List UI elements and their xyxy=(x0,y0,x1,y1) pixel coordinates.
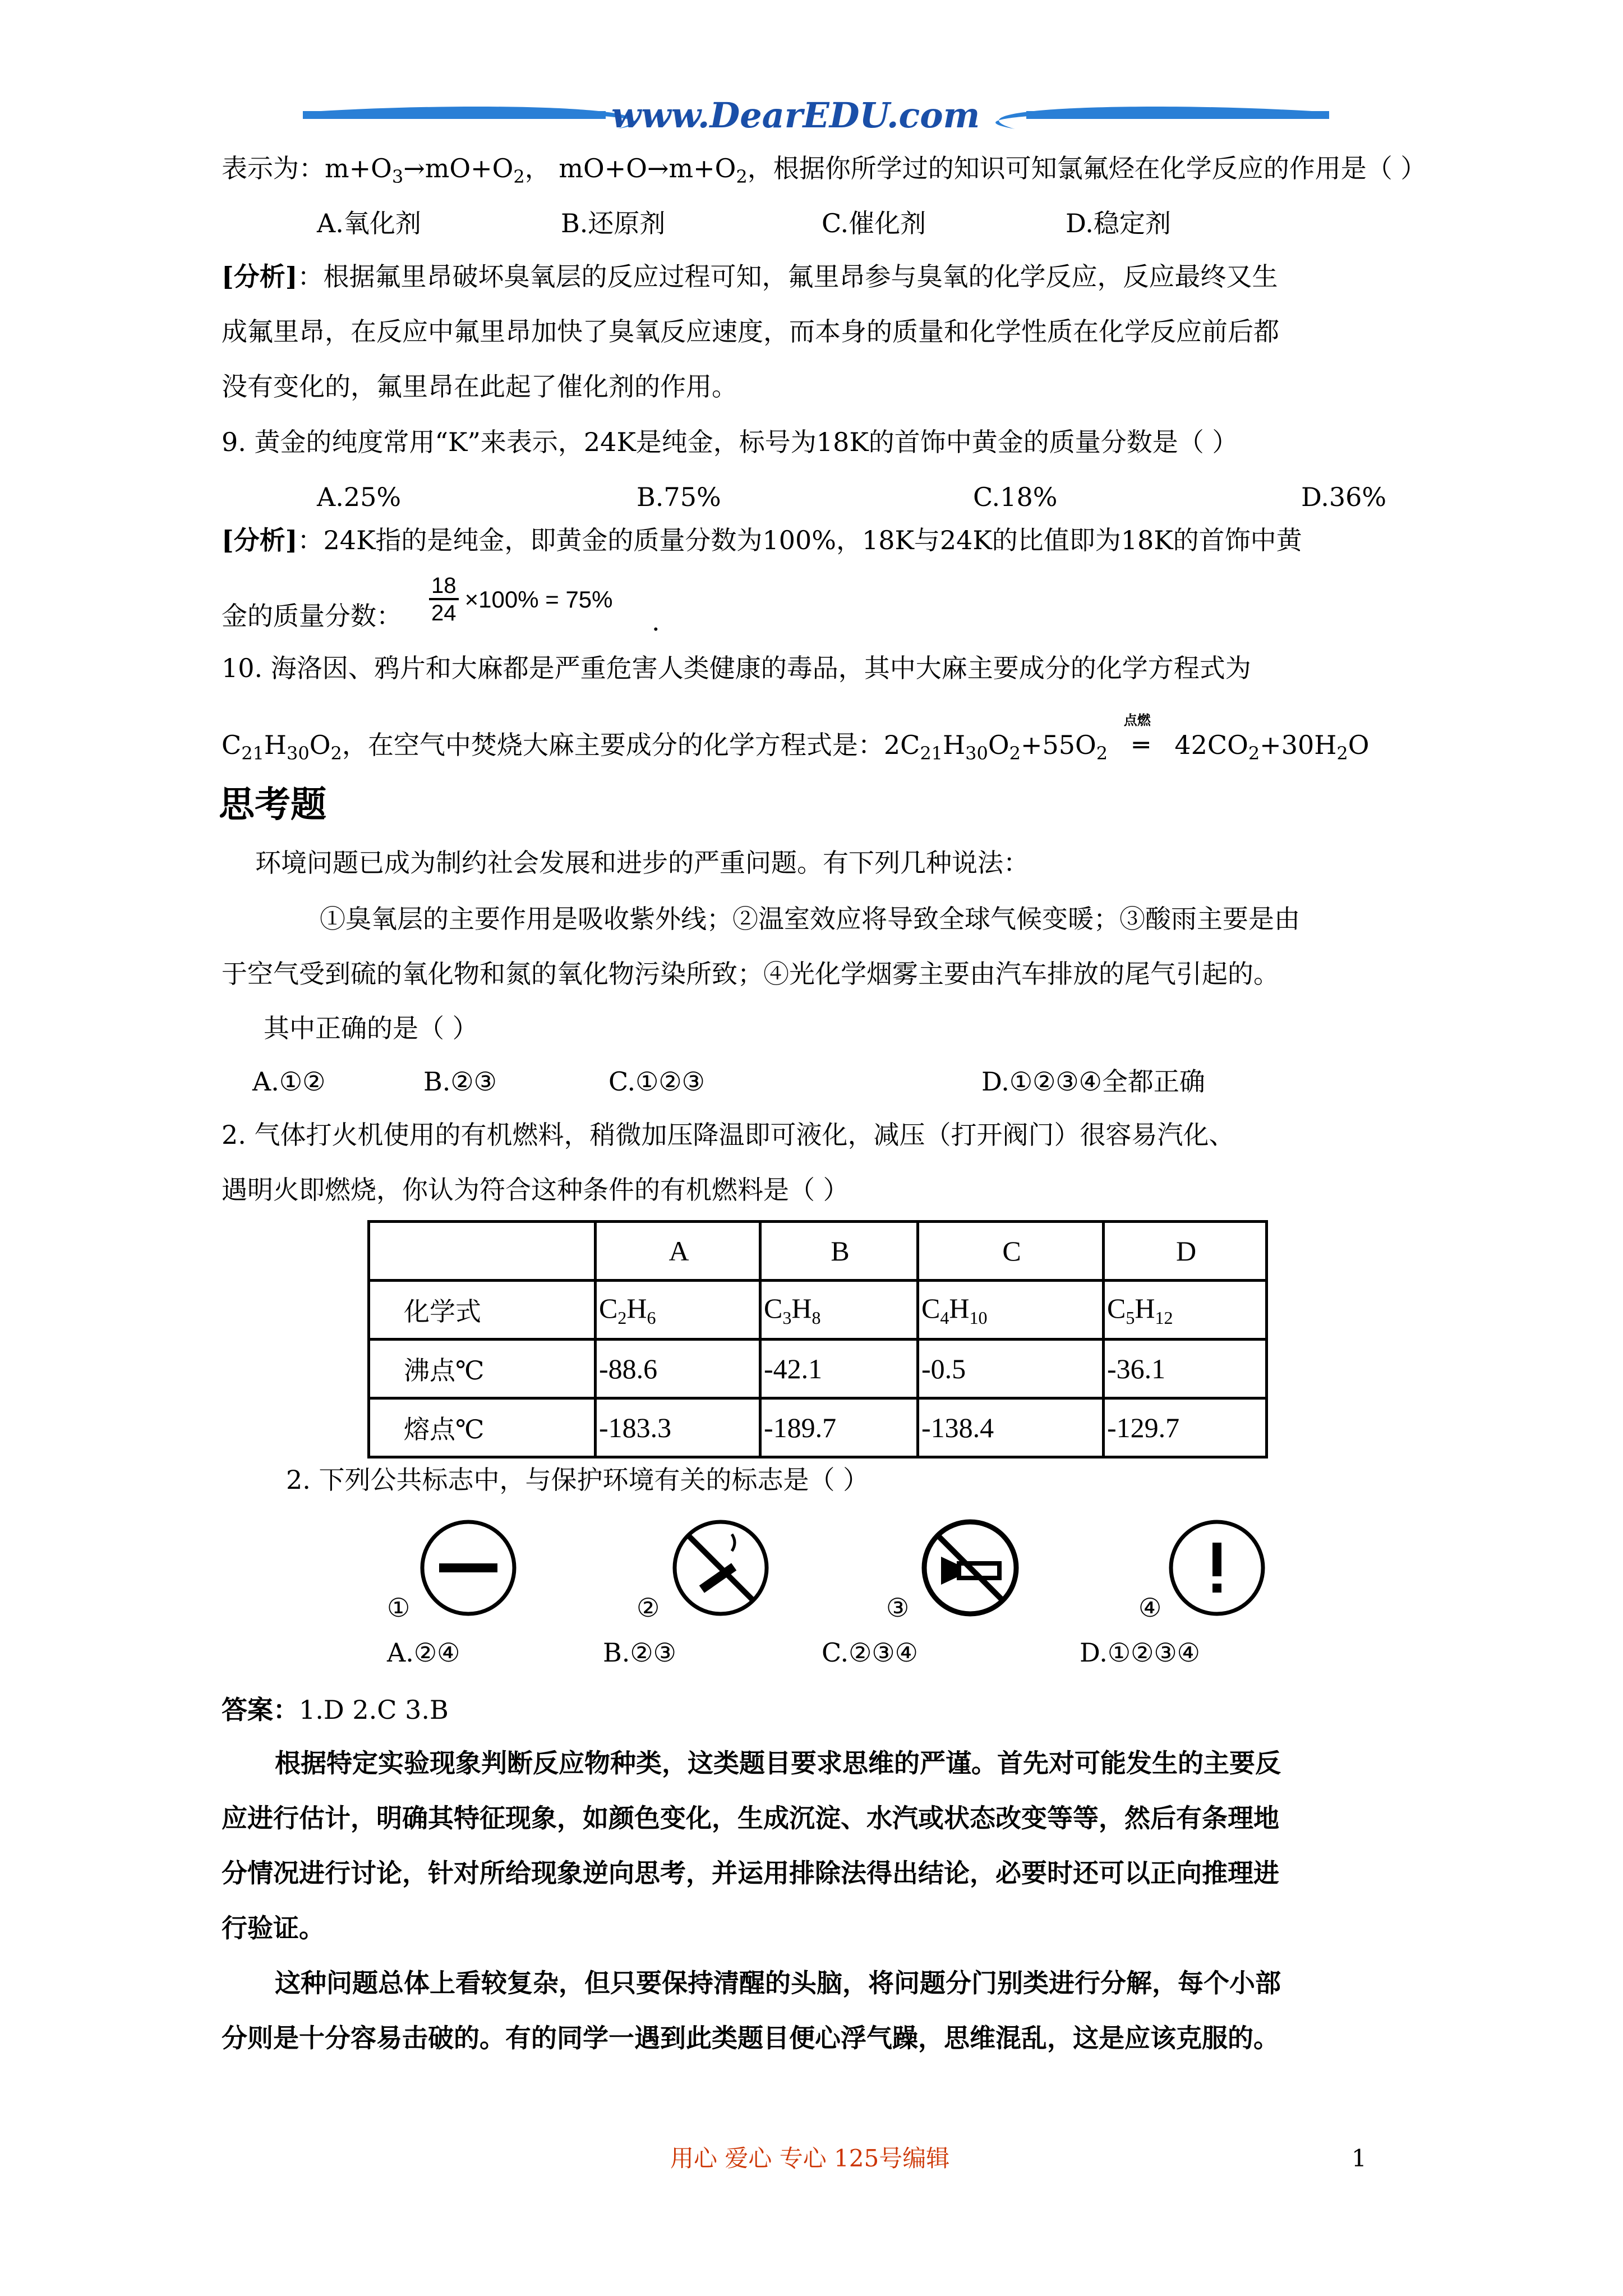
para1-line4: 行验证。 xyxy=(222,1913,325,1943)
sign-4-warning-icon xyxy=(1166,1517,1267,1618)
table-header-cell: B xyxy=(760,1222,918,1281)
table-cell: -138.4 xyxy=(918,1398,1104,1457)
table-cell: $C_3H_8$ xyxy=(760,1281,918,1340)
q8-analysis-line3: 没有变化的，氟里昂在此起了催化剂的作用。 xyxy=(222,371,737,402)
sign-label-3: ③ xyxy=(886,1593,910,1623)
table-header-cell: D xyxy=(1104,1222,1267,1281)
fuel-table xyxy=(367,1220,1268,1458)
section-option-c: C.①②③ xyxy=(608,1066,705,1097)
section-option-b: B.②③ xyxy=(423,1066,497,1097)
sign-3-no-horn-icon xyxy=(920,1517,1021,1618)
reaction-arrow xyxy=(1116,712,1166,761)
q8-analysis-line1: [分析]：根据氟里昂破坏臭氧层的反应过程可知，氟里昂参与臭氧的化学反应，反应最终又生 xyxy=(222,261,1278,292)
table-cell: -189.7 xyxy=(760,1398,918,1457)
q2b-option-b: B.②③ xyxy=(603,1637,676,1668)
formula-rest: ×100% = 75% xyxy=(464,586,613,613)
q9-analysis-line1: [分析]：24K指的是纯金，即黄金的质量分数为100%，18K与24K的比值即为18K的首饰中黄 xyxy=(222,525,1302,555)
q9-option-c: C.18% xyxy=(973,482,1058,512)
q10-line2: $C_{21}H_{30}O_2$，在空气中焚烧大麻主要成分的化学方程式是：$2C_{21}H_{30}O_2+55O_2$ 点燃 ═ $42CO_2+30H_2O$ xyxy=(222,712,1370,765)
q9-option-d: D.36% xyxy=(1301,482,1387,512)
q10-line1: 10. 海洛因、鸦片和大麻都是严重危害人类健康的毒品，其中大麻主要成分的化学方程式为 xyxy=(222,653,1251,683)
para1-line1: 根据特定实验现象判断反应物种类，这类题目要求思维的严谨。首先对可能发生的主要反 xyxy=(275,1748,1281,1778)
section-option-a: A.①② xyxy=(252,1066,326,1097)
section-option-d: D.①②③④全都正确 xyxy=(981,1066,1205,1097)
sign-2-no-smoking-icon xyxy=(670,1517,771,1618)
analysis-label: [分析] xyxy=(222,525,298,555)
table-cell: -183.3 xyxy=(596,1398,760,1457)
q8-analysis-line2: 成氟里昂，在反应中氟里昂加快了臭氧反应速度，而本身的质量和化学性质在化学反应前后都 xyxy=(222,316,1279,347)
formula-denominator: 24 xyxy=(431,601,457,625)
q2a-line1: 2. 气体打火机使用的有机燃料，稍微加压降温即可液化，减压（打开阀门）很容易汽化、 xyxy=(222,1120,1235,1150)
header-site[interactable]: www.DearEDU.com xyxy=(611,95,980,136)
para1-line2: 应进行估计，明确其特征现象，如颜色变化，生成沉淀、水汽或状态改变等等，然后有条理地 xyxy=(222,1803,1279,1833)
para2-line1: 这种问题总体上看较复杂，但只要保持清醒的头脑，将问题分门别类进行分解，每个小部 xyxy=(275,1968,1281,1998)
q9-option-a: A.25% xyxy=(317,482,402,512)
table-cell: -42.1 xyxy=(760,1340,918,1398)
q8-stem: 表示为：$m+O_3\to mO+O_2$， $mO+O\to m+O_2$，根据你所学过的知识可知氯氟烃在化学反应的作用是（ ） xyxy=(222,153,1427,188)
q2b-option-d: D.①②③④ xyxy=(1080,1637,1200,1668)
q2b-stem: 2. 下列公共标志中，与保护环境有关的标志是（ ） xyxy=(286,1465,869,1495)
q8-option-b: B.还原剂 xyxy=(561,208,666,238)
formula-numerator: 18 xyxy=(429,573,459,600)
analysis-label: [分析] xyxy=(222,261,298,292)
sign-1-no-entry-icon xyxy=(418,1517,519,1618)
q9-formula xyxy=(429,573,613,626)
para2-line2: 分则是十分容易击破的。有的同学一遇到此类题目便心浮气躁，思维混乱，这是应该克服的。 xyxy=(222,2023,1279,2053)
table-cell: -129.7 xyxy=(1104,1398,1267,1457)
q2b-option-c: C.②③④ xyxy=(822,1637,918,1668)
para1-line3: 分情况进行讨论，针对所给现象逆向思考，并运用排除法得出结论，必要时还可以正向推理进 xyxy=(222,1858,1279,1888)
table-header-cell: A xyxy=(596,1222,760,1281)
section-ask: 其中正确的是（ ） xyxy=(264,1013,478,1043)
q8-option-a: A.氧化剂 xyxy=(317,208,421,238)
q9-period: . xyxy=(652,606,660,637)
footer-center: 用心 爱心 专心 125号编辑 xyxy=(670,2145,950,2172)
answer-text: 1.D 2.C 3.B xyxy=(299,1695,449,1725)
table-cell: -0.5 xyxy=(918,1340,1104,1398)
sign-label-4: ④ xyxy=(1138,1593,1162,1623)
sign-label-1: ① xyxy=(387,1593,411,1623)
reaction-condition: 点燃 xyxy=(1123,712,1151,728)
q8-option-c: C.催化剂 xyxy=(822,208,926,238)
table-header-cell: C xyxy=(918,1222,1104,1281)
table-row-label: 熔点℃ xyxy=(369,1398,596,1457)
q9-option-b: B.75% xyxy=(637,482,721,512)
section-intro: 环境问题已成为制约社会发展和进步的严重问题。有下列几种说法： xyxy=(255,848,1029,878)
section-statement-line1: ①臭氧层的主要作用是吸收紫外线；②温室效应将导致全球气候变暖；③酸雨主要是由 xyxy=(320,904,1300,934)
table-row xyxy=(369,1398,1267,1457)
q9-analysis-line2: 金的质量分数： xyxy=(222,601,402,631)
table-row-label: 化学式 xyxy=(369,1281,596,1340)
table-cell: -88.6 xyxy=(596,1340,760,1398)
section-statement-line2: 于空气受到硫的氧化物和氮的氧化物污染所致；④光化学烟雾主要由汽车排放的尾气引起的。 xyxy=(222,959,1279,989)
q2a-line2: 遇明火即燃烧，你认为符合这种条件的有机燃料是（ ） xyxy=(222,1175,849,1205)
section-title: 思考题 xyxy=(219,784,326,826)
table-cell: $C_4H_{10}$ xyxy=(918,1281,1104,1340)
table-cell: $C_2H_6$ xyxy=(596,1281,760,1340)
q9-stem: 9. 黄金的纯度常用“K”来表示，24K是纯金，标号为18K的首饰中黄金的质量分数是（ ） xyxy=(222,427,1238,457)
answer-label: 答案： xyxy=(222,1695,299,1725)
answer-line xyxy=(222,1694,449,1726)
q8-option-d: D.稳定剂 xyxy=(1066,208,1171,238)
sign-label-2: ② xyxy=(637,1593,660,1623)
footer-page-number: 1 xyxy=(1352,2145,1367,2172)
table-header-cell xyxy=(369,1222,596,1281)
table-row-label: 沸点℃ xyxy=(369,1340,596,1398)
table-row xyxy=(369,1222,1267,1281)
table-cell: -36.1 xyxy=(1104,1340,1267,1398)
table-row xyxy=(369,1281,1267,1340)
equals-sign-icon: ═ xyxy=(1133,730,1149,760)
q2b-option-a: A.②④ xyxy=(387,1637,460,1668)
table-cell: $C_5H_{12}$ xyxy=(1104,1281,1267,1340)
table-row xyxy=(369,1340,1267,1398)
